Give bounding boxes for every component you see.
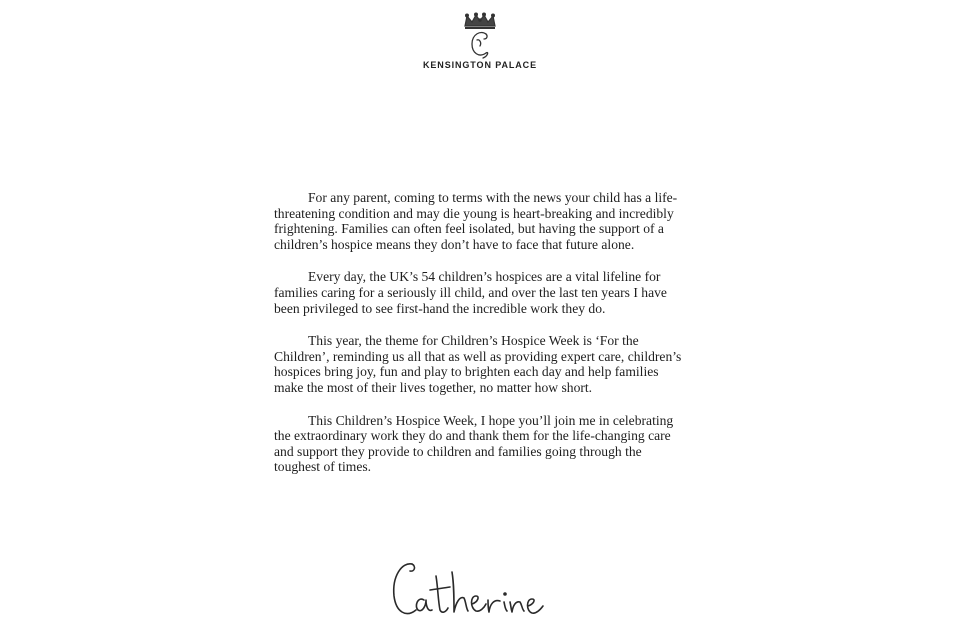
letter-paragraph-1: For any parent, coming to terms with the news your child has a life-threatening condition and may die young is heart-breaking and incredibly frightening. Families can often feel isolated, but having the support of a children’s hospice means they don’t have to face that future alone. <box>274 190 678 252</box>
letter-paragraph-2: Every day, the UK’s 54 children’s hospices are a vital lifeline for families caring for a seriously ill child, and over the last ten years I have been privileged to see first-hand the incredible work they do. <box>274 269 667 316</box>
letter-paragraph-4: This Children’s Hospice Week, I hope you’ll join me in celebrating the extraordinary work they do and thank them for the life-changing care and support they provide to children and families going through the toughest of times. <box>274 412 674 475</box>
letter-paragraph-3: This year, the theme for Children’s Hospice Week is ‘For the Children’, reminding us all that as well as providing expert care, children’s hospices bring joy, fun and play to brighten each day and help families make the most of their lives together, no matter how short. <box>274 333 682 395</box>
monogram-c-icon <box>472 32 488 58</box>
crown-icon <box>465 13 495 28</box>
letterhead-crest <box>455 12 505 62</box>
crown-monogram-icon <box>455 12 505 62</box>
letterhead-sender: KENSINGTON PALACE <box>423 60 537 70</box>
letter-body <box>274 190 690 492</box>
handwritten-signature <box>388 556 548 632</box>
signature <box>388 556 548 632</box>
